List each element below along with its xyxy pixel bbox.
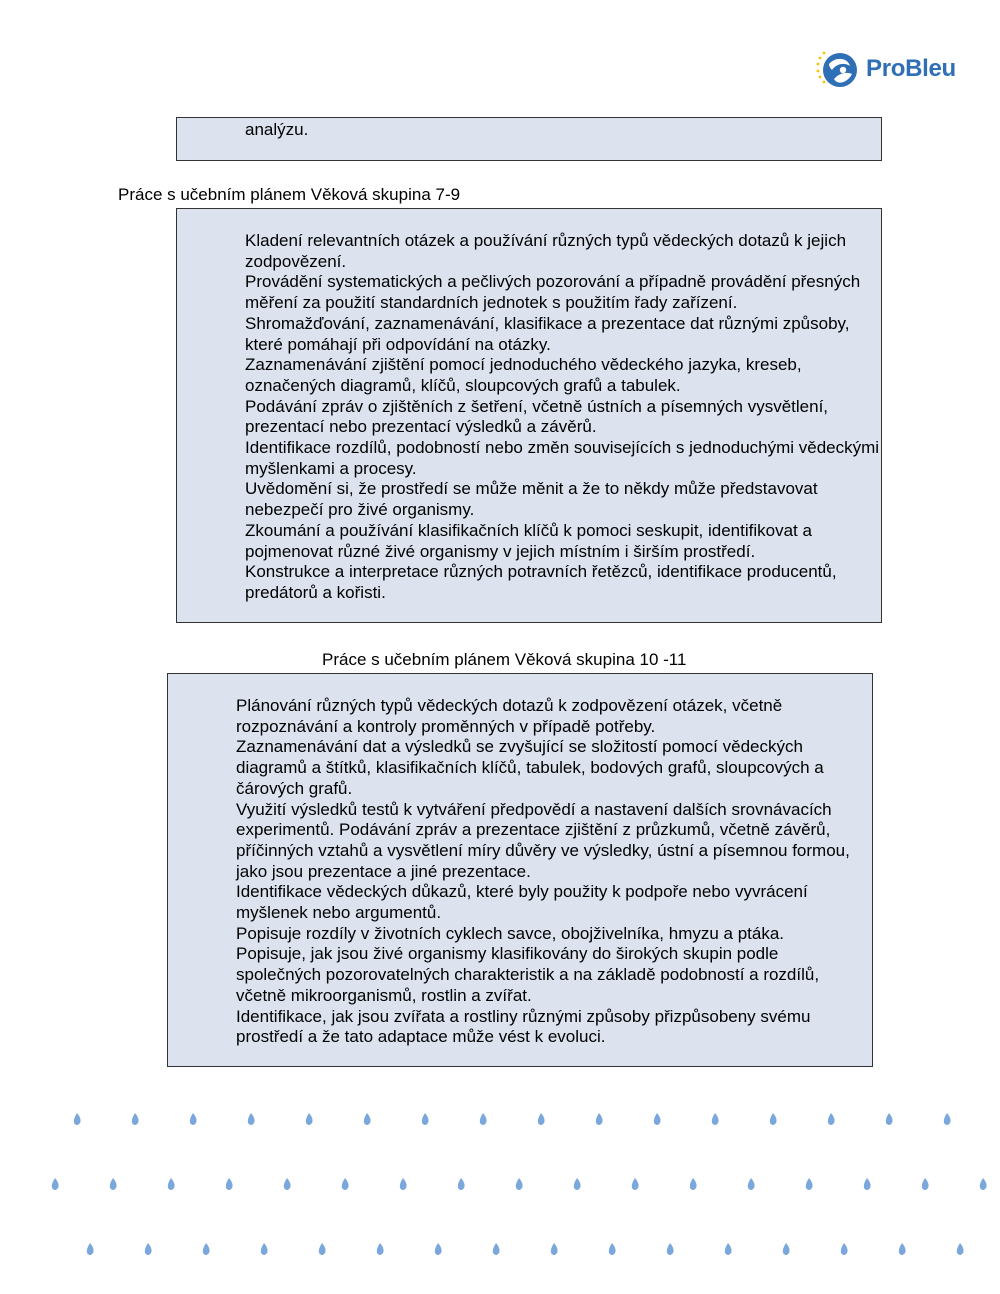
drop-icon: [168, 1178, 175, 1190]
drop-icon: [596, 1113, 603, 1125]
drop-icon: [654, 1113, 661, 1125]
drop-icon: [377, 1243, 384, 1255]
drop-icon: [841, 1243, 848, 1255]
drop-icon: [712, 1113, 719, 1125]
section1-list: [245, 231, 881, 604]
drop-icon: [306, 1113, 313, 1125]
list-item: Provádění systematických a pečlivých pozorování a případně provádění přesných měření za použití standardních jednotek s použitím řady zařízení.: [245, 272, 861, 313]
list-item: Popisuje, jak jsou živé organismy klasifikovány do širokých skupin podle společných pozorovatelných charakteristik a na základě podobností a rozdílů, včetně mikroorganismů, rostlin a zvířat.: [236, 944, 820, 1005]
list-item: Identifikace, jak jsou zvířata a rostliny různými způsoby přizpůsobeny svému prostředí a že tato adaptace může vést k evoluci.: [236, 1006, 811, 1047]
probleu-logo: [814, 46, 956, 92]
brand-name: ProBleu: [866, 55, 956, 82]
list-item: Identifikace vědeckých důkazů, které byly použity k podpoře nebo vyvrácení myšlenek nebo argumentů.: [236, 882, 808, 923]
drop-icon: [770, 1113, 777, 1125]
drop-icon: [480, 1113, 487, 1125]
drop-icon: [957, 1243, 964, 1255]
drop-icon: [458, 1178, 465, 1190]
drop-icon: [342, 1178, 349, 1190]
list-item: Zaznamenávání zjištění pomocí jednoduchého vědeckého jazyka, kreseb, označených diagramů, klíčů, sloupcových grafů a tabulek.: [245, 355, 802, 395]
drop-icon: [748, 1178, 755, 1190]
drop-icon: [422, 1113, 429, 1125]
drop-icon: [667, 1243, 674, 1255]
list-item: Podávání zpráv o zjištěních z šetření, včetně ústních a písemných vysvětlení, prezentací nebo prezentací výsledků a závěrů.: [245, 396, 829, 437]
drop-icon: [261, 1243, 268, 1255]
section2-heading: Práce s učebním plánem Věková skupina 10 -11: [322, 650, 687, 669]
section2-list: [236, 696, 866, 1048]
drop-icon: [551, 1243, 558, 1255]
drop-icon: [364, 1113, 371, 1125]
list-item: Identifikace rozdílů, podobností nebo změn souvisejících s jednoduchými vědeckými myšlenkami a procesy.: [245, 438, 880, 478]
drop-icon: [226, 1178, 233, 1190]
list-item: Zaznamenávání dat a výsledků se zvyšující se složitostí pomocí vědeckých diagramů a štítků, klasifikačních klíčů, tabulek, bodových grafů, sloupcových a čárových grafů.: [236, 737, 824, 798]
drop-icon: [435, 1243, 442, 1255]
drop-icon: [783, 1243, 790, 1255]
drop-icon: [538, 1113, 545, 1125]
continuation-box: [176, 117, 882, 161]
drop-icon: [145, 1243, 152, 1255]
drop-icon: [574, 1178, 581, 1190]
list-item: Shromažďování, zaznamenávání, klasifikace a prezentace dat různými způsoby, které pomáhají při odpovídání na otázky.: [245, 313, 850, 354]
list-item: Kladení relevantních otázek a používání různých typů vědeckých dotazů k jejich zodpovězení.: [245, 231, 847, 271]
section1-heading: Práce s učebním plánem Věková skupina 7-9: [118, 185, 461, 204]
drop-icon: [74, 1113, 81, 1125]
drop-icon: [632, 1178, 639, 1190]
drop-icon: [609, 1243, 616, 1255]
drop-icon: [690, 1178, 697, 1190]
list-item: Popisuje rozdíly v životních cyklech savce, obojživelníka, hmyzu a ptáka.: [236, 923, 785, 943]
drop-icon: [864, 1178, 871, 1190]
continuation-text: analýzu.: [245, 120, 309, 139]
drop-icon: [110, 1178, 117, 1190]
list-item: Využití výsledků testů k vytváření předpovědí a nastavení dalších srovnávacích experimentů. Podávání zpráv a prezentace zjištění z průzkumů, včetně závěrů, příčinných vztahů a vysvětlení míry důvěry ve výsledky, ústní a písemnou formou, jako jsou prezentace a jiné prezentace.: [236, 799, 850, 881]
list-item: Zkoumání a používání klasifikačních klíčů k pomoci seskupit, identifikovat a pojmenovat různé živé organismy v jejich místním i širším prostředí.: [245, 520, 812, 561]
drop-icon: [248, 1113, 255, 1125]
decorative-drops-pattern: [0, 1100, 1000, 1270]
list-item: Konstrukce a interpretace různých potravních řetězců, identifikace producentů, predátorů a kořisti.: [245, 562, 837, 602]
drop-icon: [725, 1243, 732, 1255]
drop-icon: [944, 1113, 951, 1125]
drop-icon: [132, 1113, 139, 1125]
section1-box: [176, 208, 882, 623]
list-item: Plánování různých typů vědeckých dotazů k zodpovězení otázek, včetně rozpoznávání a kontroly proměnných v případě potřeby.: [236, 696, 783, 736]
drop-icon: [828, 1113, 835, 1125]
drop-icon: [190, 1113, 197, 1125]
drop-icon: [52, 1178, 59, 1190]
drop-icon: [922, 1178, 929, 1190]
drop-icon: [493, 1243, 500, 1255]
section2-box: [167, 673, 873, 1067]
drop-icon: [284, 1178, 291, 1190]
drop-icon: [899, 1243, 906, 1255]
drop-icon: [319, 1243, 326, 1255]
drop-icon: [203, 1243, 210, 1255]
drop-icon: [980, 1178, 987, 1190]
drop-icon: [87, 1243, 94, 1255]
drop-icon: [516, 1178, 523, 1190]
drop-icon: [400, 1178, 407, 1190]
drop-icon: [886, 1113, 893, 1125]
globe-stars-icon: [814, 46, 860, 92]
drop-icon: [806, 1178, 813, 1190]
list-item: Uvědomění si, že prostředí se může měnit a že to někdy může představovat nebezpečí pro živé organismy.: [245, 479, 818, 520]
